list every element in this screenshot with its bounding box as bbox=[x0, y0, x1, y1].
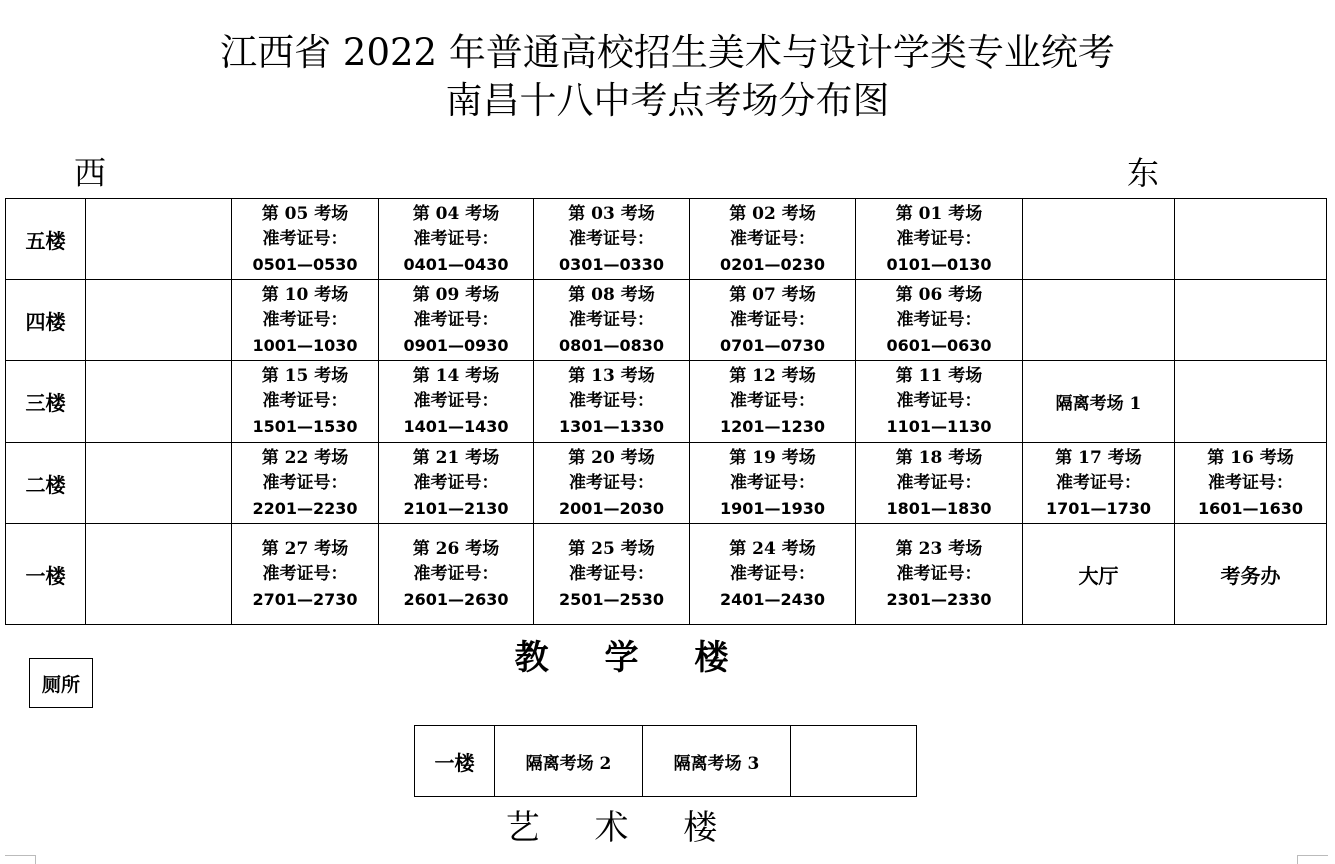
admission-label: 准考证号： bbox=[896, 563, 982, 584]
room-name: 第 12 考场 bbox=[729, 366, 816, 386]
admission-range: 1301—1330 bbox=[558, 417, 665, 436]
page-subtitle: 南昌十八中考点考场分布图 bbox=[445, 79, 890, 122]
room-name: 第 11 考场 bbox=[895, 366, 983, 386]
admission-label: 准考证号： bbox=[896, 472, 982, 493]
teaching-building-floor-plan bbox=[5, 198, 1327, 625]
room-name: 第 02 考场 bbox=[729, 203, 816, 224]
room-name: 第 08 考场 bbox=[568, 284, 655, 305]
admission-label: 准考证号： bbox=[262, 228, 348, 249]
lobby: 大厅 bbox=[1023, 524, 1175, 625]
admission-label: 准考证号： bbox=[730, 391, 815, 411]
floor-label: 四楼 bbox=[6, 280, 86, 361]
room-name: 第 13 考场 bbox=[568, 366, 655, 386]
room-name: 第 05 考场 bbox=[261, 203, 349, 224]
floor-row-1 bbox=[6, 524, 1327, 625]
admission-range: 2101—2130 bbox=[403, 498, 509, 518]
admission-label: 准考证号： bbox=[413, 391, 499, 411]
exam-room-19 bbox=[690, 443, 856, 524]
exam-room-09 bbox=[379, 280, 534, 361]
exam-room-06 bbox=[856, 280, 1023, 361]
exam-office: 考务办 bbox=[1175, 524, 1327, 625]
admission-label: 准考证号： bbox=[569, 472, 654, 493]
admission-label: 准考证号： bbox=[262, 309, 348, 330]
admission-label: 准考证号： bbox=[896, 391, 982, 411]
admission-label: 准考证号： bbox=[262, 563, 348, 584]
exam-room-24 bbox=[690, 524, 856, 625]
exam-room-25 bbox=[534, 524, 690, 625]
room-name: 第 07 考场 bbox=[729, 284, 816, 305]
exam-room-21 bbox=[379, 443, 534, 524]
admission-label: 准考证号： bbox=[569, 391, 654, 411]
admission-label: 准考证号： bbox=[1056, 472, 1141, 493]
floor-label: 二楼 bbox=[6, 443, 86, 524]
floor-label: 五楼 bbox=[6, 199, 86, 280]
room-name: 第 16 考场 bbox=[1207, 447, 1294, 468]
admission-range: 2601—2630 bbox=[403, 589, 509, 609]
room-name: 第 06 考场 bbox=[895, 284, 983, 305]
exam-room-18 bbox=[856, 443, 1023, 524]
empty-cell bbox=[86, 361, 232, 443]
admission-range: 1101—1130 bbox=[886, 417, 992, 436]
admission-label: 准考证号： bbox=[413, 472, 499, 493]
floor-row-2 bbox=[6, 443, 1327, 524]
admission-label: 准考证号： bbox=[262, 472, 348, 493]
admission-range: 1401—1430 bbox=[403, 417, 509, 436]
admission-label: 准考证号： bbox=[569, 228, 654, 249]
room-name: 第 15 考场 bbox=[261, 366, 349, 386]
admission-range: 1201—1230 bbox=[719, 417, 826, 436]
admission-range: 2701—2730 bbox=[252, 589, 358, 609]
admission-range: 1701—1730 bbox=[1045, 498, 1152, 518]
exam-room-04 bbox=[379, 199, 534, 280]
exam-room-17 bbox=[1023, 443, 1175, 524]
room-name: 第 18 考场 bbox=[895, 447, 983, 468]
empty-cell bbox=[86, 524, 232, 625]
admission-label: 准考证号： bbox=[569, 563, 654, 584]
admission-label: 准考证号： bbox=[569, 309, 654, 330]
room-name: 第 24 考场 bbox=[729, 538, 816, 559]
toilet-box: 厕所 bbox=[29, 658, 93, 708]
exam-room-02 bbox=[690, 199, 856, 280]
empty-cell bbox=[1175, 280, 1327, 361]
admission-label: 准考证号： bbox=[730, 472, 815, 493]
page-title: 江西省 2022 年普通高校招生美术与设计学类专业统考 bbox=[220, 31, 1115, 74]
admission-range: 0601—0630 bbox=[886, 335, 992, 355]
admission-label: 准考证号： bbox=[896, 228, 982, 249]
admission-range: 0901—0930 bbox=[403, 335, 509, 355]
admission-label: 准考证号： bbox=[413, 228, 499, 249]
empty-cell bbox=[86, 199, 232, 280]
room-name: 第 20 考场 bbox=[568, 447, 655, 468]
exam-room-10 bbox=[232, 280, 379, 361]
room-name: 第 01 考场 bbox=[895, 203, 983, 224]
exam-room-12 bbox=[690, 361, 856, 443]
admission-range: 0101—0130 bbox=[886, 254, 992, 274]
admission-range: 1901—1930 bbox=[719, 498, 826, 518]
room-name: 第 25 考场 bbox=[568, 538, 655, 559]
exam-room-13 bbox=[534, 361, 690, 443]
direction-west-label: 西 bbox=[74, 154, 107, 192]
empty-cell bbox=[1023, 280, 1175, 361]
empty-cell bbox=[791, 726, 917, 797]
teaching-building-label: 教 学 楼 bbox=[514, 638, 751, 678]
empty-cell bbox=[1023, 199, 1175, 280]
room-name: 第 19 考场 bbox=[729, 447, 816, 468]
exam-room-03 bbox=[534, 199, 690, 280]
admission-range: 1601—1630 bbox=[1197, 498, 1304, 518]
art-floor-row-1 bbox=[415, 726, 917, 797]
admission-range: 0301—0330 bbox=[558, 254, 665, 274]
admission-range: 2401—2430 bbox=[719, 589, 826, 609]
exam-room-26 bbox=[379, 524, 534, 625]
empty-cell bbox=[86, 443, 232, 524]
room-name: 第 21 考场 bbox=[412, 447, 500, 468]
admission-range: 1001—1030 bbox=[252, 335, 358, 355]
room-name: 第 10 考场 bbox=[261, 284, 349, 305]
exam-room-01 bbox=[856, 199, 1023, 280]
floor-label: 一楼 bbox=[415, 726, 495, 797]
isolation-room-2: 隔离考场 2 bbox=[495, 726, 643, 797]
room-name: 第 17 考场 bbox=[1055, 447, 1142, 468]
exam-room-05 bbox=[232, 199, 379, 280]
admission-range: 2001—2030 bbox=[558, 498, 665, 518]
floor-row-5 bbox=[6, 199, 1327, 280]
admission-label: 准考证号： bbox=[896, 309, 982, 330]
isolation-room-1: 隔离考场 1 bbox=[1023, 361, 1175, 443]
admission-range: 2301—2330 bbox=[886, 589, 992, 609]
exam-room-15 bbox=[232, 361, 379, 443]
floor-label: 三楼 bbox=[6, 361, 86, 443]
admission-range: 0201—0230 bbox=[719, 254, 826, 274]
floor-label: 一楼 bbox=[6, 524, 86, 625]
room-name: 第 26 考场 bbox=[412, 538, 500, 559]
exam-room-07 bbox=[690, 280, 856, 361]
admission-label: 准考证号： bbox=[262, 391, 348, 411]
admission-range: 2201—2230 bbox=[252, 498, 358, 518]
admission-label: 准考证号： bbox=[413, 309, 499, 330]
exam-room-08 bbox=[534, 280, 690, 361]
exam-room-16 bbox=[1175, 443, 1327, 524]
room-name: 第 23 考场 bbox=[895, 538, 983, 559]
art-building-floor-plan bbox=[414, 725, 917, 797]
exam-room-23 bbox=[856, 524, 1023, 625]
room-name: 第 27 考场 bbox=[261, 538, 349, 559]
admission-label: 准考证号： bbox=[1208, 472, 1293, 493]
floor-row-3 bbox=[6, 361, 1327, 443]
admission-range: 0401—0430 bbox=[403, 254, 509, 274]
admission-range: 0801—0830 bbox=[558, 335, 665, 355]
admission-label: 准考证号： bbox=[413, 563, 499, 584]
admission-label: 准考证号： bbox=[730, 563, 815, 584]
admission-range: 2501—2530 bbox=[558, 589, 665, 609]
room-name: 第 14 考场 bbox=[412, 366, 500, 386]
exam-room-27 bbox=[232, 524, 379, 625]
art-building-label: 艺 术 楼 bbox=[505, 808, 740, 848]
admission-range: 0501—0530 bbox=[252, 254, 358, 274]
floor-row-4 bbox=[6, 280, 1327, 361]
room-name: 第 04 考场 bbox=[412, 203, 500, 224]
room-name: 第 09 考场 bbox=[412, 284, 500, 305]
admission-range: 1501—1530 bbox=[252, 417, 358, 436]
exam-room-20 bbox=[534, 443, 690, 524]
exam-room-14 bbox=[379, 361, 534, 443]
admission-label: 准考证号： bbox=[730, 309, 815, 330]
room-name: 第 03 考场 bbox=[568, 203, 655, 224]
room-name: 第 22 考场 bbox=[261, 447, 349, 468]
empty-cell bbox=[1175, 361, 1327, 443]
exam-room-11 bbox=[856, 361, 1023, 443]
exam-room-22 bbox=[232, 443, 379, 524]
direction-east-label: 东 bbox=[1127, 154, 1160, 192]
admission-range: 1801—1830 bbox=[886, 498, 992, 518]
admission-label: 准考证号： bbox=[730, 228, 815, 249]
isolation-room-3: 隔离考场 3 bbox=[643, 726, 791, 797]
admission-range: 0701—0730 bbox=[719, 335, 826, 355]
empty-cell bbox=[1175, 199, 1327, 280]
empty-cell bbox=[86, 280, 232, 361]
